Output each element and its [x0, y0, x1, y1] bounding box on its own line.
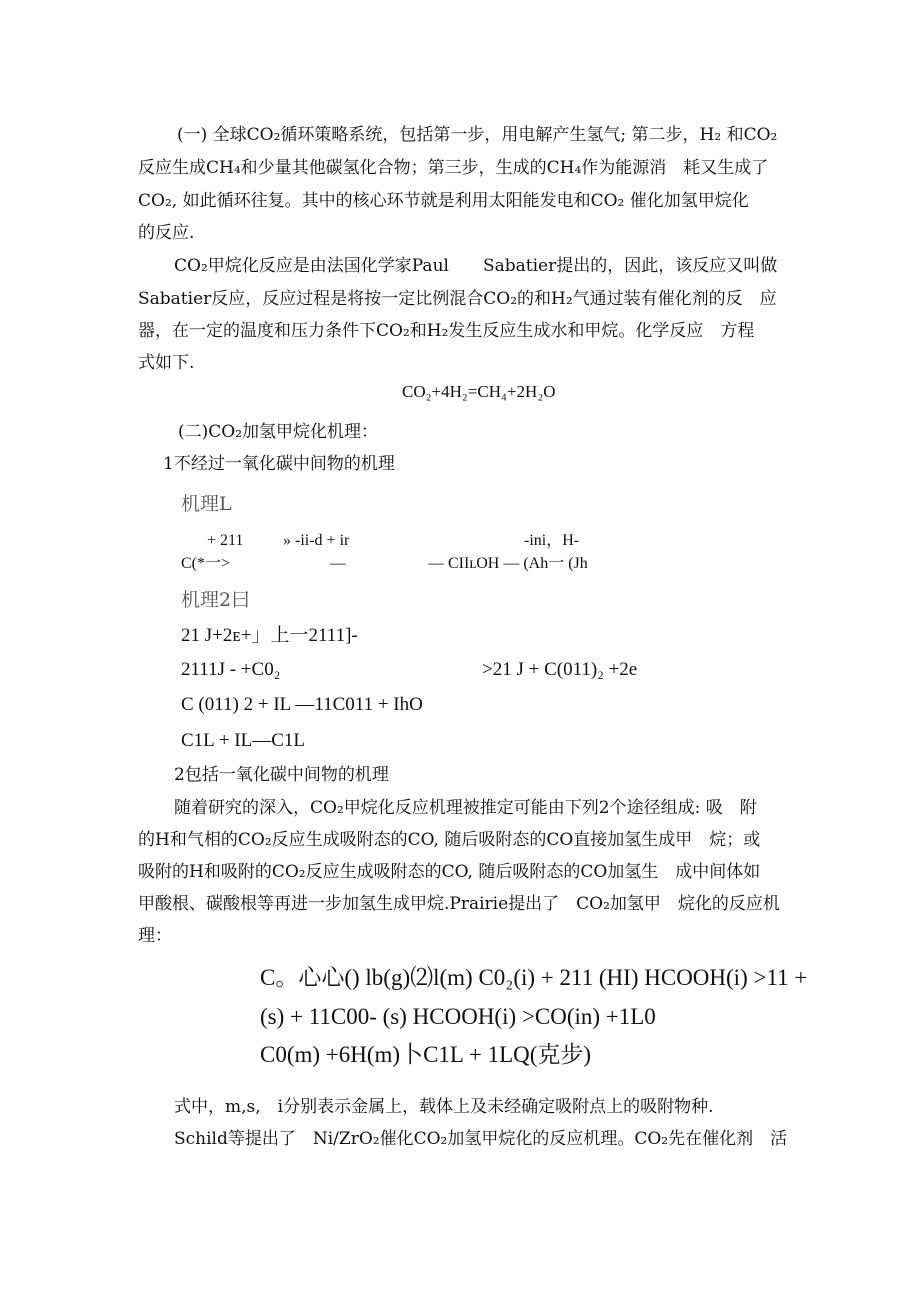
mechanism-text: C1L + IL—C1L — [181, 730, 306, 751]
text-line: (一) 全球CO₂循环策略系统，包括第一步，用电解产生氢气; 第二步，H₂ 和CO₂ — [177, 125, 778, 145]
mechanism-text: C(*一> — [181, 555, 231, 572]
mechanism-text: — — [330, 555, 346, 572]
text-line: 甲酸根、碳酸根等再进一步加氢生成甲烷.Prairie提出了 CO₂加氢甲 烷化的反应机 — [138, 894, 780, 914]
text-line: Sabatier反应，反应过程是将按一定比例混合CO₂的和H₂气通过装有催化剂的反 应 — [138, 289, 777, 309]
mechanism-text: — CIIʟOH — (Ah一 (Jh — [428, 555, 588, 572]
text-line: 理： — [138, 926, 172, 946]
text-line: 器，在一定的温度和压力条件下CO₂和H₂发生反应生成水和甲烷。化学反应 方程 — [138, 321, 755, 341]
text-line: 反应生成CH₄和少量其他碳氢化合物；第三步，生成的CH₄作为能源消 耗又生成了 — [138, 158, 769, 178]
reaction-equation: CO₂+4H₂=CH₄+2H₂O — [402, 382, 556, 401]
text-line: 随着研究的深入，CO₂甲烷化反应机理被推定可能由下列2个途径组成: 吸 附 — [174, 798, 757, 818]
mechanism-label: 机理2曰 — [181, 589, 251, 611]
mechanism-text: 21 J+2ᴇ+」上一2111]- — [181, 625, 358, 646]
subsection-heading: 1不经过一氧化碳中间物的机理 — [163, 454, 395, 474]
mechanism-text: C。心心() lb(g)⑵l(m) C0₂(i) + 211 (HI) HCOOH(i) >11 + — [260, 965, 808, 990]
text-line: Schild等提出了 Ni/ZrO₂催化CO₂加氢甲烷化的反应机理。CO₂先在催化剂 活 — [174, 1129, 788, 1149]
text-line: CO₂甲烷化反应是由法国化学家Paul Sabatier提出的，因此，该反应又叫做 — [174, 256, 778, 276]
mechanism-text: C0(m) +6H(m)卜C1L + 1LQ(克步) — [260, 1042, 592, 1067]
mechanism-text: » -ii-d + ir — [283, 532, 350, 549]
mechanism-text: 2111J - +C0₂ — [181, 659, 281, 680]
mechanism-label: 机理L — [181, 493, 232, 515]
mechanism-text: (s) + 11C00- (s) HCOOH(i) >CO(in) +1L0 — [260, 1004, 656, 1029]
text-line: CO₂, 如此循环往复。其中的核心环节就是利用太阳能发电和CO₂ 催化加氢甲烷化 — [138, 191, 749, 211]
text-line: 式如下. — [138, 353, 195, 373]
mechanism-text: + 211 — [207, 532, 244, 549]
mechanism-text: >21 J + C(011)₂ +2e — [482, 659, 638, 680]
text-line: 式中，m,s, i分别表示金属上，载体上及未经确定吸附点上的吸附物种. — [174, 1097, 714, 1117]
text-line: 的反应. — [138, 223, 195, 243]
text-line: 吸附的H和吸附的CO₂反应生成吸附态的CO, 随后吸附态的CO加氢生 成中间体如 — [138, 862, 761, 882]
mechanism-text: C (011) 2 + IL —11C011 + IhO — [181, 694, 423, 715]
text-line: 的H和气相的CO₂反应生成吸附态的CO, 随后吸附态的CO直接加氢生成甲 烷；或 — [138, 830, 761, 850]
section-heading: (二)CO₂加氢甲烷化机理： — [178, 422, 379, 442]
subsection-heading: 2包括一氧化碳中间物的机理 — [174, 765, 389, 785]
mechanism-text: -ini，H- — [524, 532, 580, 549]
